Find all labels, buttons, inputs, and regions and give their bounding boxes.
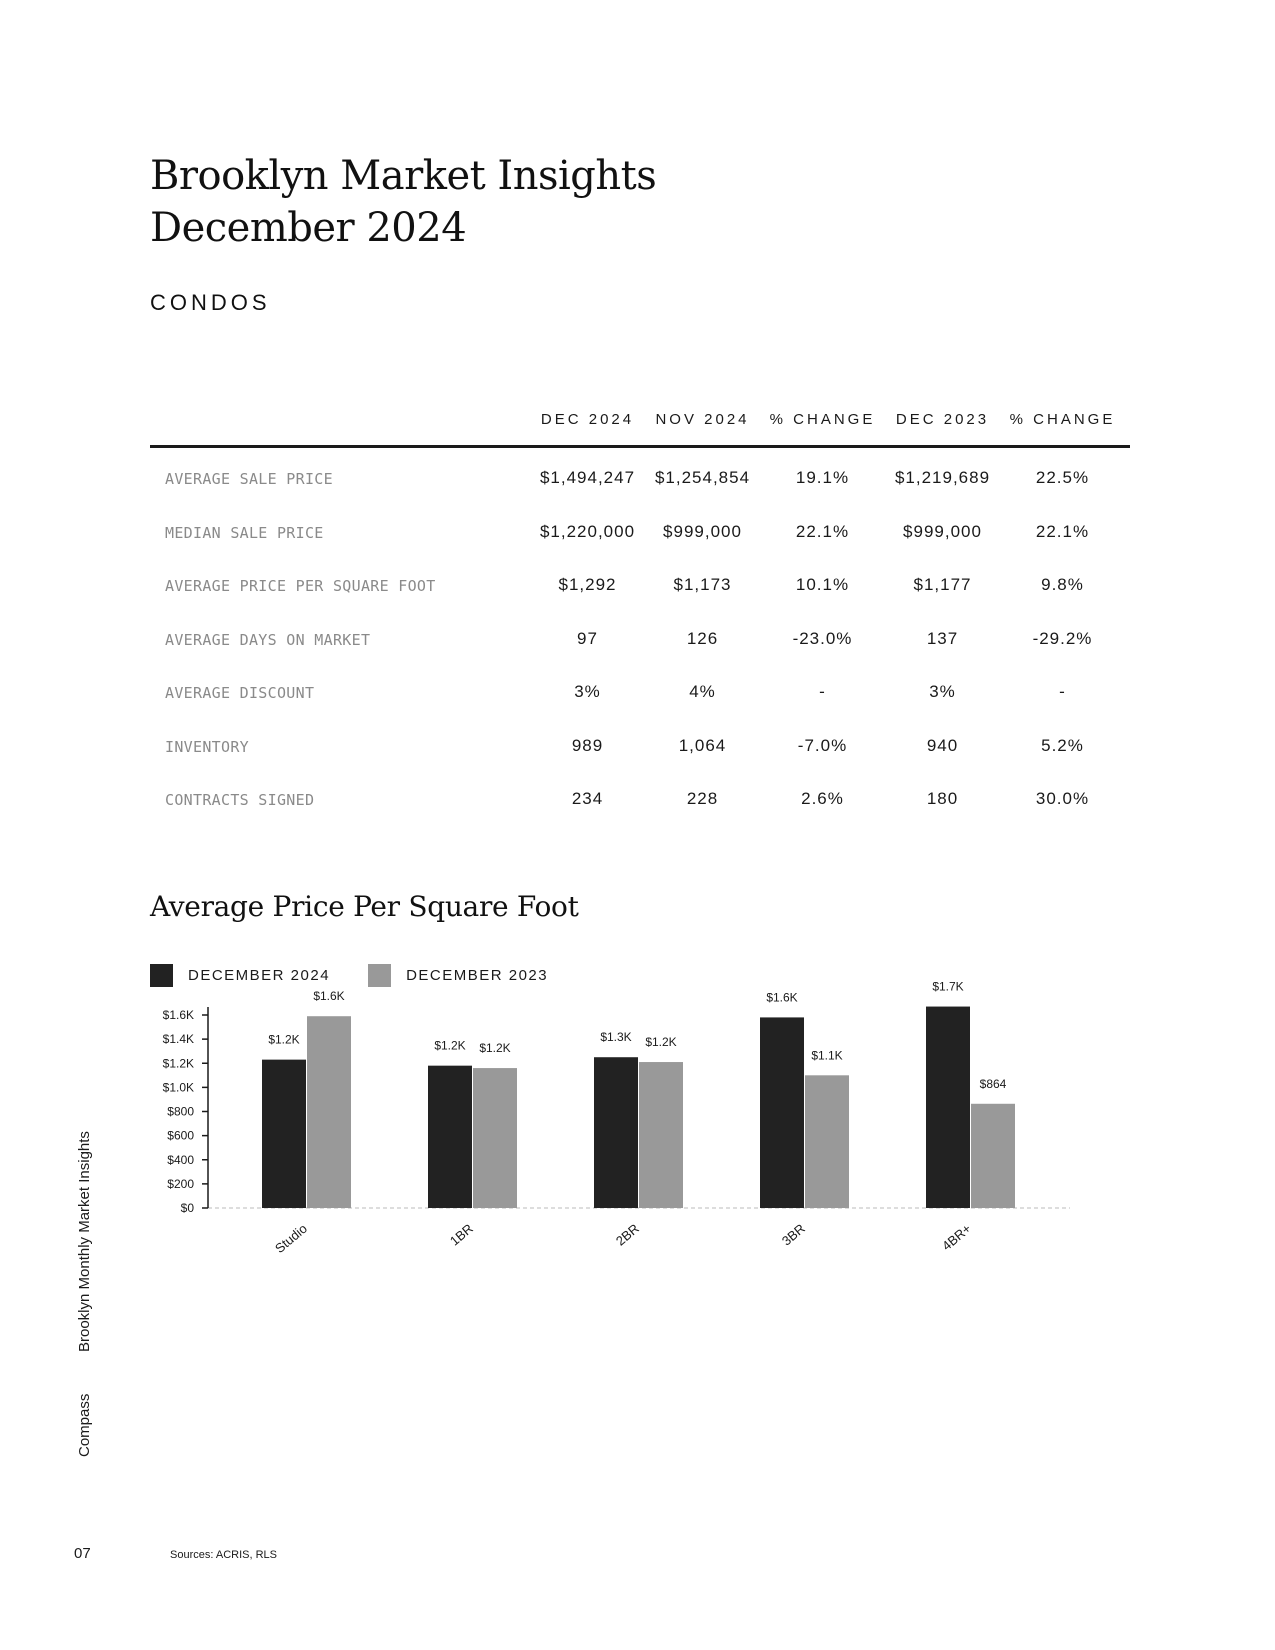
table-cell: -7.0% (797, 735, 848, 755)
legend-label: DECEMBER 2024 (188, 966, 331, 984)
page-title (150, 150, 656, 254)
legend-swatch (150, 964, 173, 987)
table-cell: 228 (686, 789, 719, 808)
data-label: $1.7K (932, 979, 964, 994)
bar-chart (150, 979, 1110, 1305)
legend-swatch (368, 964, 391, 987)
report-name: Brooklyn Monthly Market Insights (76, 1131, 93, 1352)
row-label: MEDIAN SALE PRICE (165, 523, 324, 542)
data-label: $1.2K (479, 1041, 511, 1056)
table-cell: - (1059, 682, 1066, 701)
table-row (150, 769, 1130, 823)
y-tick-label: $0 (180, 1201, 194, 1215)
table-cell: 10.1% (795, 575, 850, 594)
table-cell: 5.2% (1041, 735, 1084, 755)
y-tick-label: $1.2K (162, 1056, 194, 1071)
table-cell: $1,220,000 (539, 521, 636, 541)
table-cell: - (819, 682, 826, 701)
row-label: AVERAGE PRICE PER SQUARE FOOT (165, 577, 436, 595)
table-row (150, 716, 1130, 770)
chart-title: Average Price Per Square Foot (150, 890, 579, 923)
table-cell: 940 (926, 735, 959, 755)
bar (805, 1075, 849, 1208)
row-label: AVERAGE DISCOUNT (165, 684, 315, 702)
table-row (150, 609, 1130, 663)
table-cell: 137 (926, 628, 959, 648)
table-cell: 22.5% (1035, 468, 1090, 487)
table-cell: 30.0% (1035, 789, 1090, 808)
table-cell: 180 (926, 789, 959, 808)
table-cell: 22.1% (1035, 521, 1090, 541)
column-header: DEC 2024 (540, 411, 635, 428)
bar (594, 1057, 638, 1208)
column-header: DEC 2023 (895, 411, 990, 428)
x-tick-label: 1BR (446, 1220, 476, 1249)
table-cell: $999,000 (663, 521, 742, 541)
y-tick-label: $1.4K (162, 1032, 194, 1047)
data-label: $1.6K (766, 990, 798, 1005)
bar (639, 1062, 683, 1208)
bar (307, 1016, 351, 1208)
title-line-1: Brooklyn Market Insights (150, 153, 657, 199)
row-label: AVERAGE DAYS ON MARKET (165, 630, 371, 649)
bar (760, 1017, 804, 1208)
table-cell: 22.1% (795, 521, 850, 541)
column-header: NOV 2024 (655, 411, 750, 428)
x-tick-label: 3BR (778, 1220, 808, 1249)
x-tick-label: 2BR (612, 1220, 642, 1249)
y-tick-label: $1.0K (162, 1080, 194, 1095)
section-label: CONDOS (150, 290, 271, 315)
data-label: $864 (979, 1076, 1007, 1091)
table-cell: -23.0% (792, 628, 853, 648)
y-tick-label: $200 (167, 1176, 194, 1191)
stats-table (150, 395, 1130, 823)
table-cell: 1,064 (678, 735, 727, 755)
table-cell: 126 (686, 628, 719, 648)
bar (262, 1060, 306, 1208)
data-label: $1.2K (434, 1038, 466, 1053)
row-label: INVENTORY (165, 737, 249, 756)
bar (971, 1104, 1015, 1208)
table-cell: $999,000 (903, 521, 982, 541)
table-cell: -29.2% (1032, 628, 1093, 648)
table-row (150, 555, 1130, 609)
table-cell: $1,494,247 (539, 468, 636, 487)
table-cell: 2.6% (801, 789, 844, 808)
legend-item-dec-2023 (368, 964, 548, 987)
data-label: $1.1K (811, 1048, 843, 1063)
x-tick-label: Studio (272, 1220, 310, 1257)
legend-item-dec-2024 (150, 964, 330, 987)
table-header (150, 395, 1130, 448)
y-tick-label: $1.6K (162, 1008, 194, 1022)
data-label: $1.2K (268, 1032, 300, 1047)
table-cell: 3% (929, 682, 956, 701)
y-tick-label: $400 (167, 1152, 194, 1167)
table-cell: $1,219,689 (894, 468, 991, 487)
table-cell: 234 (571, 789, 604, 808)
table-row (150, 502, 1130, 556)
brand-name: Compass (76, 1393, 93, 1457)
table-cell: $1,292 (558, 575, 617, 594)
table-cell: $1,173 (673, 575, 732, 594)
y-tick-label: $600 (167, 1128, 194, 1143)
data-label: $1.2K (645, 1035, 677, 1050)
table-cell: 19.1% (795, 468, 850, 487)
bar (473, 1068, 517, 1208)
row-label: AVERAGE SALE PRICE (165, 470, 333, 488)
bar (926, 1007, 970, 1208)
row-label: CONTRACTS SIGNED (165, 791, 315, 809)
table-cell: $1,254,854 (654, 468, 751, 487)
data-label: $1.3K (600, 1030, 632, 1045)
x-tick-label: 4BR+ (939, 1220, 974, 1254)
table-cell: 3% (574, 682, 601, 701)
table-row (150, 448, 1130, 502)
table-cell: 4% (689, 682, 716, 701)
table-cell: 97 (577, 628, 598, 648)
data-label: $1.6K (313, 989, 345, 1004)
bar (428, 1066, 472, 1208)
page-number: 07 (74, 1545, 91, 1562)
table-cell: 989 (571, 735, 604, 755)
title-line-2: December 2024 (150, 205, 467, 251)
column-header: % CHANGE (1009, 411, 1116, 428)
table-cell: 9.8% (1041, 575, 1084, 594)
sources-note: Sources: ACRIS, RLS (170, 1549, 277, 1561)
table-body (150, 448, 1130, 823)
column-header: % CHANGE (769, 411, 876, 428)
table-cell: $1,177 (913, 575, 972, 594)
legend-label: DECEMBER 2023 (406, 966, 549, 984)
table-row (150, 662, 1130, 716)
chart-legend (150, 963, 586, 987)
y-tick-label: $800 (167, 1104, 194, 1119)
